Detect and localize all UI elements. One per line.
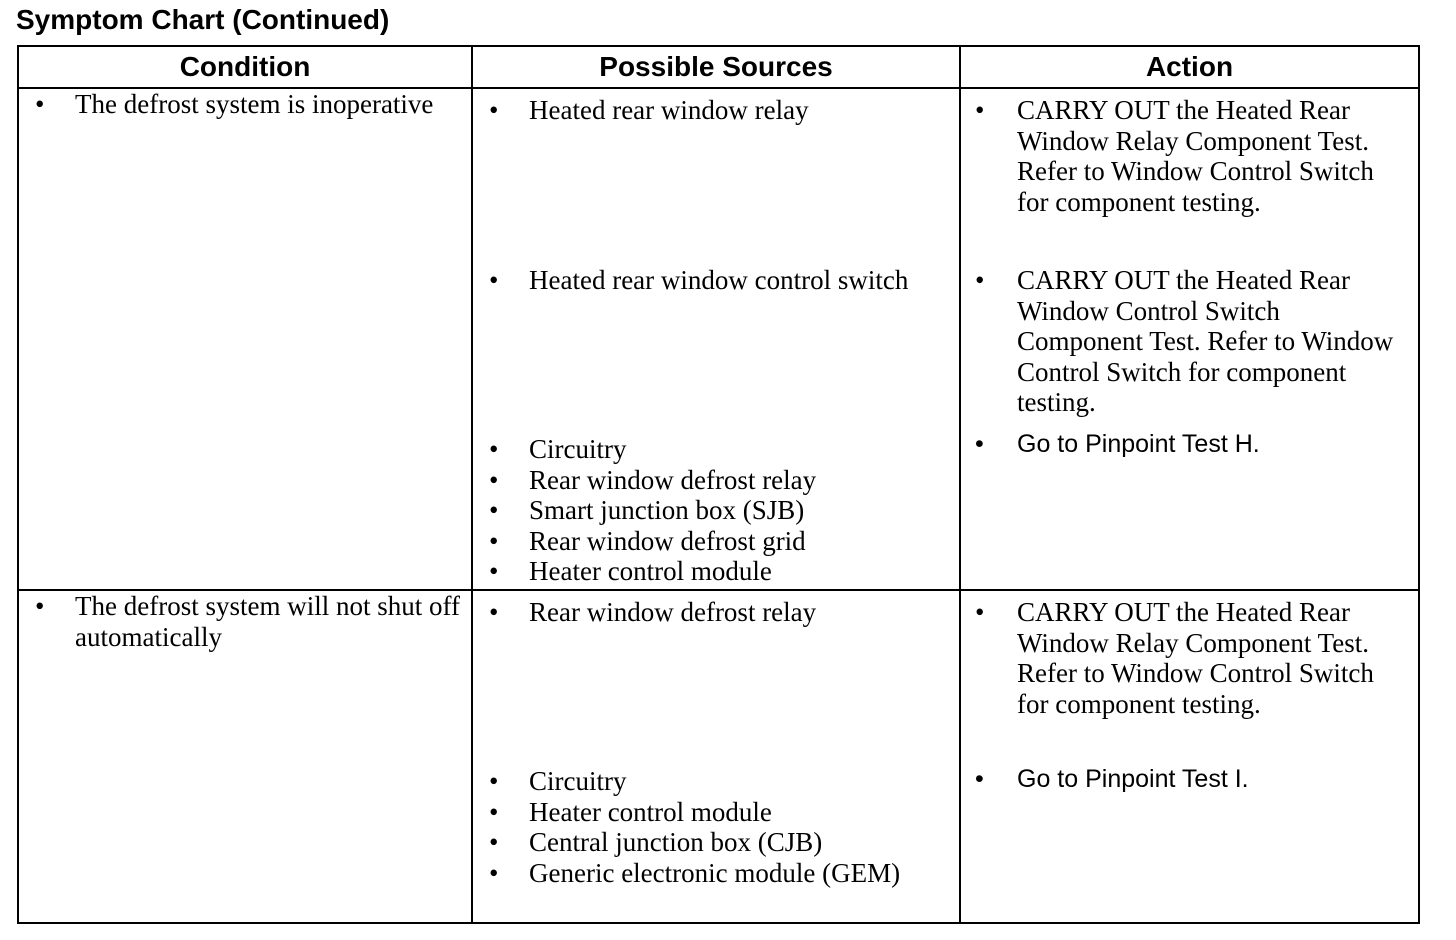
source-item <box>473 858 959 889</box>
bullet-icon: • <box>975 597 985 627</box>
source-text: Rear window defrost grid <box>529 525 806 556</box>
source-text: Heater control module <box>529 556 772 586</box>
action-text: CARRY OUT the Heated Rear Window Control Switch Component Test. Refer to Window Control Switch for component testing. <box>1017 265 1394 417</box>
sources-cell <box>472 88 960 590</box>
bullet-icon: • <box>975 430 984 458</box>
source-text: Smart junction box (SJB) <box>529 495 805 525</box>
bullet-icon: • <box>489 556 499 586</box>
action-item <box>961 265 1418 418</box>
header-action: Action <box>960 46 1419 88</box>
action-text: Go to Pinpoint Test I. <box>1017 765 1249 793</box>
bullet-icon: • <box>489 766 499 796</box>
source-item <box>473 495 959 526</box>
source-item <box>473 597 959 628</box>
bullet-icon: • <box>35 89 45 119</box>
source-text: Central junction box (CJB) <box>529 827 823 857</box>
action-text: CARRY OUT the Heated Rear Window Relay Component Test. Refer to Window Control Switch for component testing. <box>1017 95 1374 217</box>
source-group <box>473 766 959 888</box>
source-text: Rear window defrost relay <box>529 464 817 495</box>
source-item <box>473 95 959 126</box>
bullet-icon: • <box>489 857 499 888</box>
symptom-chart-table <box>17 45 1420 924</box>
action-text: CARRY OUT the Heated Rear Window Relay Component Test. Refer to Window Control Switch for component testing. <box>1017 597 1374 719</box>
source-text: Heater control module <box>529 796 772 827</box>
bullet-icon: • <box>489 597 499 627</box>
bullet-icon: • <box>489 796 499 827</box>
bullet-icon: • <box>489 525 499 556</box>
bullet-icon: • <box>489 434 499 464</box>
source-item <box>473 766 959 797</box>
bullet-icon: • <box>489 95 499 125</box>
bullet-icon: • <box>489 265 499 295</box>
action-group <box>961 265 1418 418</box>
source-text: Circuitry <box>529 766 627 796</box>
bullet-icon: • <box>975 765 984 793</box>
source-group <box>473 597 959 628</box>
action-text: Go to Pinpoint Test H. <box>1017 430 1260 458</box>
bullet-icon: • <box>489 464 499 495</box>
action-item <box>961 764 1418 795</box>
source-item <box>473 797 959 828</box>
condition-item <box>19 591 471 652</box>
condition-text: The defrost system is inoperative <box>75 89 434 119</box>
sources-cell <box>472 590 960 923</box>
action-cell <box>960 88 1419 590</box>
condition-cell <box>18 88 472 590</box>
table-row <box>18 590 1419 923</box>
bullet-icon: • <box>975 265 985 295</box>
source-group <box>473 95 959 126</box>
action-group <box>961 597 1418 719</box>
source-text: Rear window defrost relay <box>529 597 817 627</box>
source-group <box>473 265 959 296</box>
source-item <box>473 526 959 557</box>
header-sources: Possible Sources <box>472 46 960 88</box>
table-row <box>18 88 1419 590</box>
header-row <box>18 46 1419 88</box>
bullet-icon: • <box>489 495 499 525</box>
action-group <box>961 95 1418 217</box>
header-condition: Condition <box>18 46 472 88</box>
source-group <box>473 434 959 587</box>
source-text: Circuitry <box>529 434 627 464</box>
action-item <box>961 429 1418 460</box>
source-item <box>473 434 959 465</box>
action-group <box>961 764 1418 795</box>
source-item <box>473 556 959 587</box>
source-text: Generic electronic module (GEM) <box>529 857 901 888</box>
condition-item <box>19 89 471 120</box>
condition-text: The defrost system will not shut off automatically <box>75 591 460 652</box>
page-title: Symptom Chart (Continued) <box>16 4 390 35</box>
source-text: Heated rear window relay <box>529 95 809 125</box>
bullet-icon: • <box>975 95 985 125</box>
action-cell <box>960 590 1419 923</box>
source-item <box>473 265 959 296</box>
action-group <box>961 429 1418 460</box>
bullet-icon: • <box>489 827 499 857</box>
source-item <box>473 465 959 496</box>
bullet-icon: • <box>35 591 45 621</box>
source-item <box>473 827 959 858</box>
action-item <box>961 597 1418 719</box>
action-item <box>961 95 1418 217</box>
condition-cell <box>18 590 472 923</box>
source-text: Heated rear window control switch <box>529 265 909 295</box>
